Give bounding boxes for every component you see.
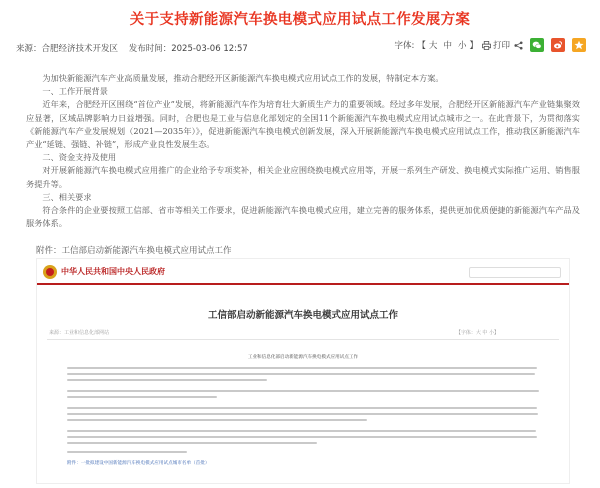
section-text-requirements: 符合条件的企业要按照工信部、省市等相关工作要求，促进新能源汽车换电模式应用，建立完善的服务体系，提供更加优质便捷的新能源汽车产品及服务体系。: [26, 205, 580, 229]
bracket-right: 】: [469, 41, 478, 51]
gov-text-line: [67, 419, 367, 421]
font-size-medium-button[interactable]: 中: [443, 41, 452, 51]
weibo-icon[interactable]: [551, 38, 565, 52]
section-heading-background: 一、工作开展背景: [42, 86, 108, 97]
gov-text-line: [67, 373, 535, 375]
article-source: 来源：合肥经济技术开发区: [16, 44, 119, 54]
gov-text-line: [67, 367, 537, 369]
article-body: [26, 72, 580, 230]
section-text-funding: 对开展新能源汽车换电模式应用推广的企业给予专项奖补，相关企业应围绕换电模式应用等，开展一系列生产研发、换电模式实际推广运用、销售服务提升等。: [26, 165, 580, 189]
gov-text-line: [67, 379, 267, 381]
wechat-icon[interactable]: [530, 38, 544, 52]
attachment-screenshot: [36, 258, 570, 484]
print-button[interactable]: 打印: [492, 41, 510, 51]
gov-article-title: 工信部启动新能源汽车换电模式应用试点工作: [207, 310, 398, 321]
page-title: 关于支持新能源汽车换电模式应用试点工作发展方案: [129, 12, 471, 28]
font-size-label: 字体:: [394, 41, 415, 51]
qzone-icon[interactable]: [572, 38, 586, 52]
article-meta: [16, 42, 248, 54]
section-text-background: 近年来，合肥经开区围绕“首位产业”发展，将新能源汽车作为培育壮大新质生产力的重要领域。经过多年发展，合肥经开区新能源汽车产业链集聚效应显著，区域品牌影响力日益增强。同时，合肥也是工业与信息化部划定的全国11个新能源汽车换电模式应用试点城市之一。在此背景下，为贯彻落实《新能源汽车产业发展规划（2021—2035年）》，促进新能源汽车换电模式创新发展，深入开展新能源汽车换电模式应用试点工作，推动我区新能源汽车产业“延链、强链、补链”，形成产业良性发展生态。: [26, 99, 580, 150]
gov-article-source: 来源：工业和信息化部网站: [49, 330, 110, 336]
gov-search-box: [469, 267, 561, 278]
attachment-label: 附件：工信部启动新能源汽车换电模式应用试点工作: [36, 246, 232, 256]
printer-icon[interactable]: [482, 41, 491, 50]
gov-font-size-control: 【字体：大 中 小】: [455, 330, 499, 336]
gov-text-line: [67, 390, 539, 392]
gov-site-name: 中华人民共和国中央人民政府: [61, 267, 165, 276]
bracket-left: 【: [417, 41, 426, 51]
gov-article-subtitle: 工业和信息化部启动新能源汽车换电模式应用试点工作: [247, 355, 359, 360]
gov-text-line: [67, 451, 187, 453]
section-heading-requirements: 三、相关要求: [42, 191, 92, 202]
gov-text-line: [67, 442, 317, 444]
gov-text-line: [67, 396, 217, 398]
gov-text-line: [67, 407, 537, 409]
section-heading-funding: 二、资金支持及使用: [42, 152, 117, 163]
intro-paragraph: 为加快新能源汽车产业高质量发展，推动合肥经开区新能源汽车换电模式应用试点工作的发展，特制定本方案。: [42, 73, 444, 83]
gov-divider: [47, 339, 559, 340]
share-icon[interactable]: [514, 41, 523, 50]
article-toolbar: [395, 38, 586, 52]
gov-site-header: [37, 259, 569, 285]
gov-attachment-link[interactable]: 附件：一批拟建设中国新能源汽车换电模式应用试点城市名单（首批）: [67, 461, 210, 466]
font-size-small-button[interactable]: 小: [457, 41, 467, 51]
gov-text-line: [67, 413, 538, 415]
gov-text-line: [67, 436, 537, 438]
font-size-large-button[interactable]: 大: [428, 41, 438, 51]
article-date: 发布时间：2025-03-06 12:57: [128, 44, 248, 54]
gov-text-line: [67, 430, 536, 432]
national-emblem-icon: [43, 265, 57, 279]
